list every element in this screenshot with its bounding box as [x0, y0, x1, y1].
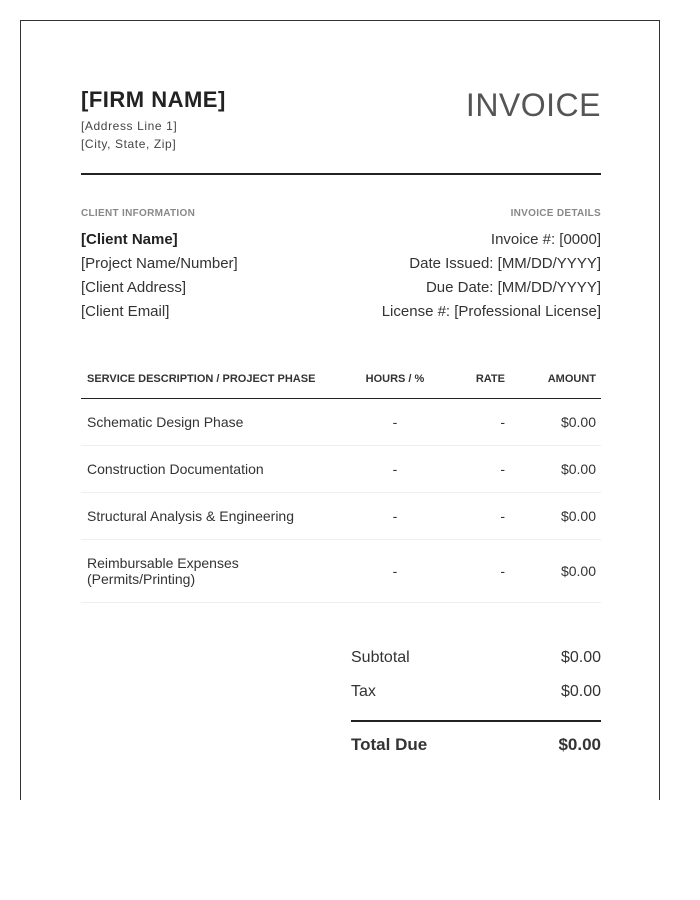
- invoice-sheet: [20, 20, 660, 800]
- row-amount: $0.00: [560, 563, 596, 579]
- header-divider: [81, 173, 601, 175]
- invoice-title: INVOICE: [465, 87, 601, 123]
- invoice-details-label: INVOICE DETAILS: [510, 208, 601, 219]
- row-rate: -: [500, 461, 505, 477]
- table-header: [81, 365, 601, 399]
- header-amount: AMOUNT: [547, 373, 596, 385]
- header-rate: RATE: [475, 373, 505, 385]
- invoice-number: Invoice #: [0000]: [490, 231, 601, 248]
- row-hours: -: [392, 461, 398, 477]
- row-rate: -: [500, 414, 505, 430]
- row-hours: -: [392, 508, 398, 524]
- row-hours: -: [392, 414, 398, 430]
- row-hours: -: [392, 563, 398, 579]
- table-row: [81, 399, 601, 446]
- services-table: [81, 365, 601, 603]
- totals-divider: [351, 720, 601, 722]
- client-info-label: CLIENT INFORMATION: [81, 208, 196, 219]
- row-amount: $0.00: [560, 508, 596, 524]
- row-rate: -: [500, 563, 505, 579]
- row-rate: -: [500, 508, 505, 524]
- row-description: Reimbursable Expenses (Permits/Printing): [87, 555, 239, 587]
- header-hours: HOURS / %: [365, 373, 425, 385]
- address-line-1: [Address Line 1]: [81, 119, 178, 133]
- row-description: Schematic Design Phase: [87, 414, 244, 430]
- tax-label: Tax: [351, 683, 376, 700]
- due-date: Due Date: [MM/DD/YYYY]: [425, 279, 601, 296]
- client-name: [Client Name]: [81, 231, 178, 248]
- client-address: [Client Address]: [81, 279, 187, 296]
- table-row: [81, 540, 601, 603]
- client-email: [Client Email]: [81, 303, 170, 320]
- row-description: Structural Analysis & Engineering: [87, 508, 294, 524]
- row-description: Construction Documentation: [87, 461, 264, 477]
- row-amount: $0.00: [560, 414, 596, 430]
- total-due-label: Total Due: [351, 735, 428, 754]
- subtotal-value: $0.00: [560, 649, 601, 666]
- table-row: [81, 446, 601, 493]
- client-project: [Project Name/Number]: [81, 255, 238, 272]
- table-row: [81, 493, 601, 540]
- total-due-value: $0.00: [558, 735, 601, 754]
- header-description: SERVICE DESCRIPTION / PROJECT PHASE: [87, 373, 316, 385]
- subtotal-label: Subtotal: [351, 649, 410, 666]
- license-number: License #: [Professional License]: [381, 303, 601, 320]
- row-amount: $0.00: [560, 461, 596, 477]
- firm-name: [FIRM NAME]: [81, 87, 226, 112]
- date-issued: Date Issued: [MM/DD/YYYY]: [409, 255, 601, 272]
- address-line-2: [City, State, Zip]: [81, 137, 177, 151]
- tax-value: $0.00: [560, 683, 601, 700]
